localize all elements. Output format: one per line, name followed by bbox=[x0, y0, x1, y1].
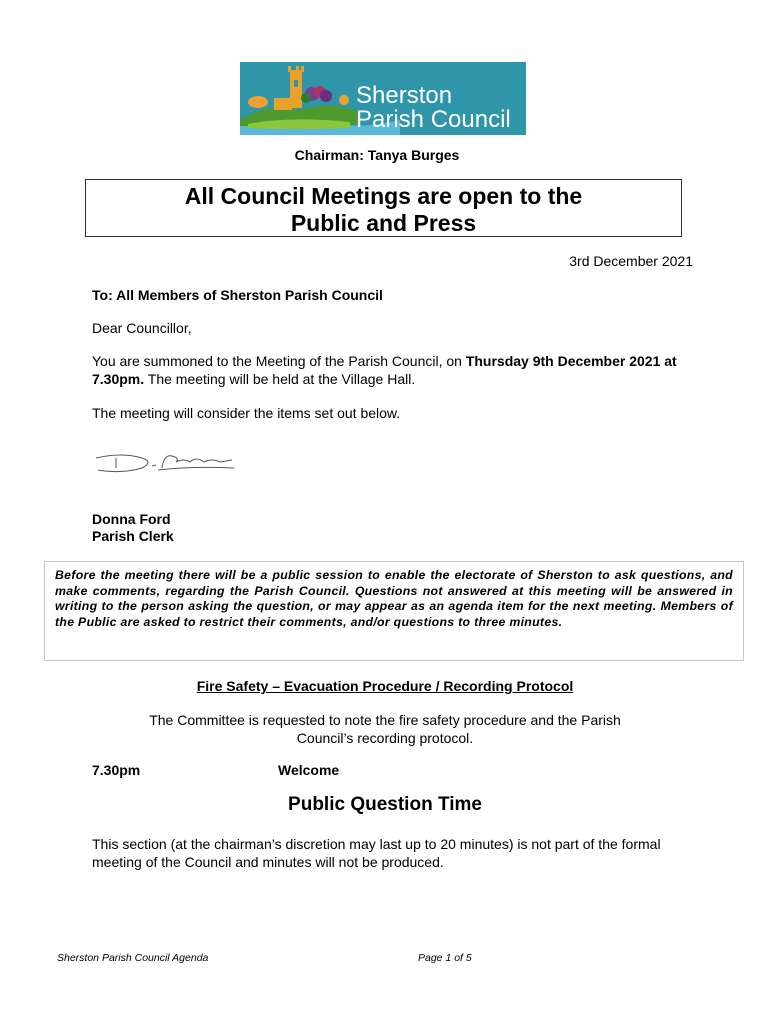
headline-line2: Public and Press bbox=[290, 210, 477, 236]
letter-date: 3rd December 2021 bbox=[569, 253, 693, 269]
headline-line1: All Council Meetings are open to the bbox=[184, 183, 583, 209]
clerk-signature bbox=[92, 446, 242, 483]
clerk-role: Parish Clerk bbox=[92, 528, 174, 544]
recipient-line: To: All Members of Sherston Parish Council bbox=[92, 287, 383, 303]
public-question-time-text: This section (at the chairman’s discretion may last up to 20 minutes) is not part of the formal meeting of the Council and minutes will not be produced. bbox=[92, 836, 661, 870]
agenda-time: 7.30pm bbox=[92, 762, 141, 778]
summons-text-part2: The meeting will be held at the Village Hall. bbox=[144, 371, 416, 387]
summons-text-part1: You are summoned to the Meeting of the Parish Council, on bbox=[92, 353, 466, 369]
logo-title-line2: Parish Council bbox=[356, 106, 511, 133]
clerk-name: Donna Ford bbox=[92, 511, 171, 527]
public-question-time-heading: Public Question Time bbox=[288, 794, 482, 815]
council-logo bbox=[240, 62, 526, 135]
fire-safety-heading: Fire Safety – Evacuation Procedure / Recording Protocol bbox=[196, 678, 574, 694]
footer-document-title: Sherston Parish Council Agenda bbox=[57, 952, 209, 964]
signature-icon bbox=[92, 446, 242, 478]
chairman-line: Chairman: Tanya Burges bbox=[294, 147, 460, 163]
logo-title-line1: Sherston bbox=[356, 82, 453, 109]
consider-line: The meeting will consider the items set out below. bbox=[92, 405, 401, 421]
agenda-title: Welcome bbox=[278, 762, 340, 778]
headline-box bbox=[85, 179, 682, 237]
public-session-notice: Before the meeting there will be a public session to enable the electorate of Sherston to ask questions, and make comments, regarding the Parish Council. Questions not answered at this meeting will be answered in writing to the person asking the question, or may appear as an agenda item for the next meeting. Members of the Public are asked to restrict their comments, and/or questions to three minutes. bbox=[44, 561, 744, 661]
summons-date-time: Thursday 9th December 2021 at 7.30pm. bbox=[92, 353, 677, 387]
footer-page-number: Page 1 of 5 bbox=[418, 952, 472, 964]
summons-paragraph bbox=[92, 352, 692, 388]
fire-safety-text: The Committee is requested to note the fire safety procedure and the Parish Council’s recording protocol. bbox=[149, 712, 621, 746]
salutation: Dear Councillor, bbox=[92, 320, 192, 336]
